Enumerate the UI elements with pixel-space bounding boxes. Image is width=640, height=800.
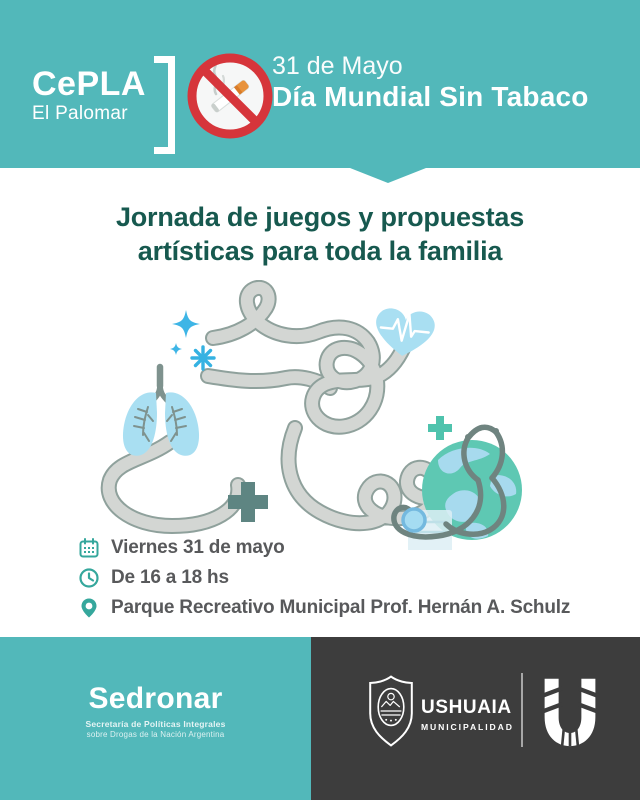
no-smoking-icon — [183, 49, 277, 143]
detail-location-text: Parque Recreativo Municipal Prof. Hernán A. Schulz — [111, 597, 571, 618]
header-banner — [0, 0, 640, 168]
detail-row-location — [78, 596, 570, 620]
cepla-logo-subtitle: El Palomar — [32, 103, 128, 124]
location-pin-icon — [78, 597, 100, 619]
detail-time-text: De 16 a 18 hs — [111, 567, 229, 588]
footer-divider — [521, 673, 523, 747]
event-title-header: Día Mundial Sin Tabaco — [272, 81, 589, 112]
detail-row-time — [78, 566, 570, 590]
heart-ecg-icon — [373, 307, 436, 359]
sedronar-tagline-line2: sobre Drogas de la Nación Argentina — [86, 730, 225, 739]
header-notch-shape — [350, 168, 426, 183]
headline-line2: artísticas para toda la familia — [137, 236, 503, 266]
cepla-bracket-shape — [154, 56, 175, 154]
poster-headline — [0, 200, 640, 268]
sedronar-panel — [0, 637, 311, 800]
cepla-logo — [32, 66, 175, 154]
detail-date-text: Viernes 31 de mayo — [111, 537, 285, 558]
municipality-panel — [311, 637, 640, 800]
detail-row-date — [78, 536, 570, 560]
clock-icon — [78, 567, 100, 589]
health-illustration — [90, 280, 550, 550]
sedronar-tagline-line1: Secretaría de Políticas Integrales — [85, 719, 226, 729]
municipality-subtitle: MUNICIPALIDAD — [421, 722, 514, 732]
ushuaia-shield-icon — [367, 675, 415, 747]
event-date-header: 31 de Mayo — [272, 52, 403, 80]
sedronar-logo: Sedronar — [88, 682, 223, 715]
striped-u-logo-icon — [539, 677, 601, 747]
footer — [0, 637, 640, 800]
cepla-logo-title: CePLA — [32, 65, 146, 103]
event-details — [78, 536, 570, 626]
plus-icon-small — [428, 416, 452, 440]
calendar-icon — [78, 537, 100, 559]
headline-line1: Jornada de juegos y propuestas — [115, 202, 525, 232]
municipality-name: USHUAIA — [421, 697, 512, 718]
